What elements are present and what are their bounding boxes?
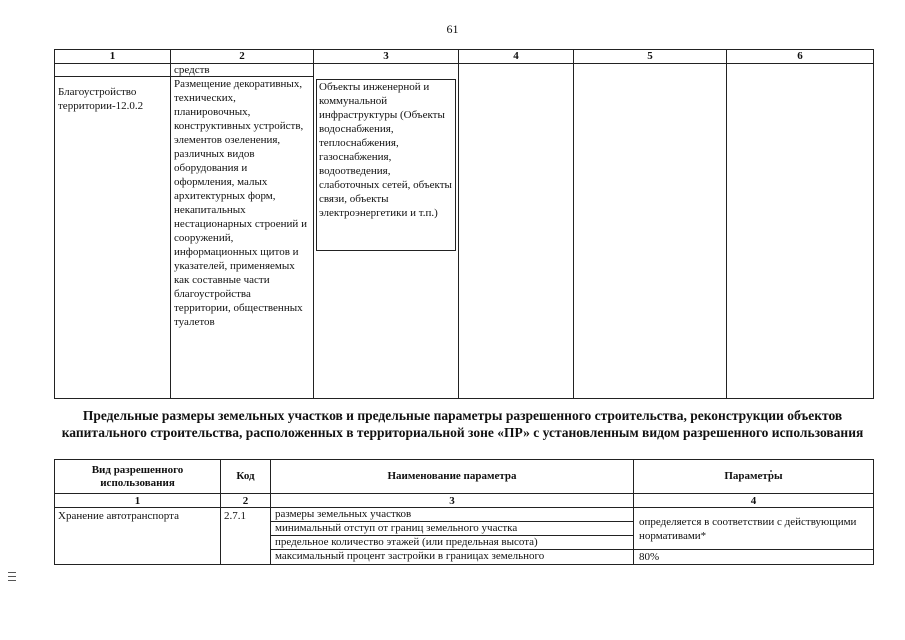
column-header: 3 <box>314 50 459 64</box>
description-cell: Размещение декоративных, технических, планировочных, конструктивных устройств, элементов озеленения, различных видов оборудования и оформления, малых архитектурных форм, некапитальных нестационарных строений и сооружений, информационных щитов и указателей, применяемых как составные части благоустройства территории, общественных туалетов <box>171 77 314 399</box>
column-number: 4 <box>634 494 874 508</box>
table-cell <box>574 64 727 399</box>
column-number: 2 <box>221 494 271 508</box>
parameter-name: предельное количество этажей (или предельная высота) <box>271 536 634 550</box>
margin-marks <box>8 572 16 584</box>
parameter-value: определяется в соответствии с действующими нормативами* <box>634 508 874 550</box>
parameters-header-row <box>55 460 874 494</box>
table-cell <box>459 64 574 399</box>
parameters-table <box>54 459 874 565</box>
column-header: Вид разрешенного использования <box>55 460 221 494</box>
page-number: 61 <box>446 22 459 36</box>
code-cell: 2.7.1 <box>221 508 271 565</box>
column-header: 1 <box>55 50 171 64</box>
parameter-name: минимальный отступ от границ земельного участка <box>271 522 634 536</box>
column-header: Наименование параметра <box>271 460 634 494</box>
table-cell <box>727 64 874 399</box>
use-type-cell: Благоустройство территории-12.0.2 <box>55 77 171 399</box>
parameter-name: размеры земельных участков <box>271 508 634 522</box>
top-table-header-row <box>55 50 874 64</box>
parameters-number-row <box>55 494 874 508</box>
continuation-cell: средств <box>171 64 314 77</box>
table-cell <box>314 64 459 77</box>
table-cell <box>55 64 171 77</box>
column-header: 6 <box>727 50 874 64</box>
infrastructure-cell <box>314 77 459 399</box>
use-type-cell: Хранение автотранспорта <box>55 508 221 565</box>
margin-mark <box>8 576 16 577</box>
column-header: 2 <box>171 50 314 64</box>
column-number: 3 <box>271 494 634 508</box>
column-number: 1 <box>55 494 221 508</box>
parameter-name: максимальный процент застройки в границах земельного <box>271 550 634 565</box>
table-row <box>55 64 874 77</box>
infrastructure-text: Объекты инженерной и коммунальной инфраструктуры (Объекты водоснабжения, теплоснабжения, газоснабжения, водоотведения, слаботочных сетей, объекты связи, объекты электроэнергетики и т.п.) <box>316 79 456 251</box>
column-header: 5 <box>574 50 727 64</box>
table-row <box>55 508 874 522</box>
margin-mark <box>8 572 16 573</box>
top-table <box>54 49 874 399</box>
column-header: Код <box>221 460 271 494</box>
column-header: 4 <box>459 50 574 64</box>
column-header: Параметры <box>634 460 874 494</box>
parameter-value: 80% <box>634 550 874 565</box>
margin-mark <box>8 580 16 581</box>
section-title: Предельные размеры земельных участков и предельные параметры разрешенного строительства, реконструкции объектов капитального строительства, расположенных в территориальной зоне «ПР» с установленным видом разрешенного использования <box>61 408 864 440</box>
